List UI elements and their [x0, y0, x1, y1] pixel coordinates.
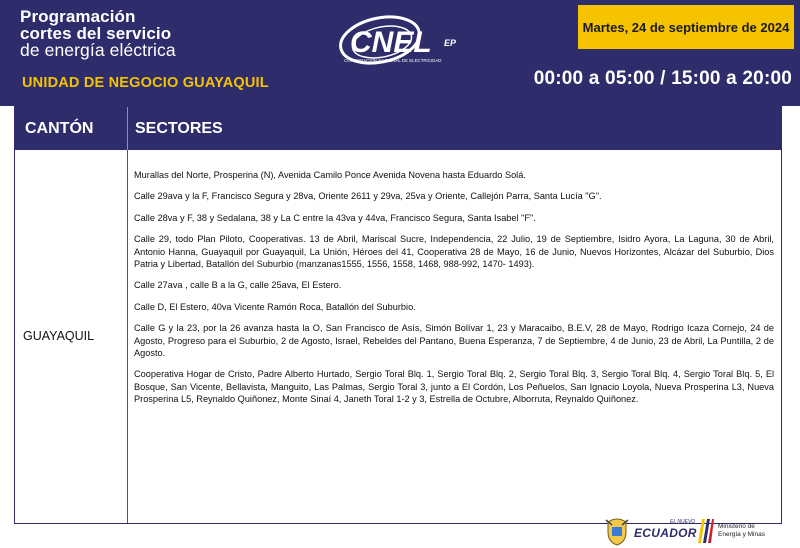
column-divider [127, 150, 128, 523]
sector-group: Calle D, El Estero, 40va Vicente Ramón Roca, Batallón del Suburbio. [134, 301, 416, 312]
title-line-2: cortes del servicio [20, 24, 172, 43]
sector-group: Calle 27ava , calle B a la G, calle 25ava, El Estero. [134, 280, 342, 291]
ministry-line-1: Ministerio de [718, 523, 755, 530]
logo-brand: CNEL [350, 26, 432, 59]
header-divider [127, 107, 128, 150]
date-text: Martes, 24 de septiembre de 2024 [582, 19, 790, 35]
schedule-hours: 00:00 a 05:00 / 15:00 a 20:00 [533, 68, 792, 89]
header-banner [0, 0, 800, 106]
page-title [20, 8, 176, 59]
flag-stripes-icon [698, 519, 714, 548]
cnel-logo-icon [322, 12, 472, 72]
title-line-1: Programación [20, 7, 136, 26]
header-canton: CANTÓN [25, 119, 94, 137]
sector-group: Cooperativa Hogar de Cristo, Padre Alberto Hurtado, Sergio Toral Blq. 1, Sergio Toral Blq. 2, Sergio Toral Blq. 3, Sergio Toral Blq. 4, Sergio Toral Blq. 5, El Bosque, San Vicente, Bellavista, Manguito, Las Palmas, Sergio Toral 3, junto a El Cordón, Los Peñuelos, San Ignacio Loyola, Nueva Prosperina L3, Nueva Prosperina L5, Reynaldo Quiñonez, Monte Sinaí 4, Janeth Toral 1-2 y 3, Estrella de Octubre, Alborruta, Reynaldo Quiñonez. [134, 369, 774, 405]
table-header [15, 107, 781, 150]
date-badge [578, 5, 794, 49]
canton-cell: GUAYAQUIL [23, 329, 95, 343]
logo-tagline: CORPORACIÓN NACIONAL DE ELECTRICIDAD [344, 58, 442, 63]
ministry-label [718, 523, 765, 538]
header-sectores: SECTORES [135, 119, 223, 137]
logo-suffix: EP [444, 38, 457, 48]
ministry-line-2: Energía y Minas [718, 530, 765, 538]
title-line-3: de energía eléctrica [20, 40, 176, 60]
business-unit-label: UNIDAD DE NEGOCIO GUAYAQUIL [22, 75, 269, 91]
sector-group: Calle 29ava y la F, Francisco Segura y 28va, Oriente 2611 y 29va, 25va y Oriente, Callejón Parra, Santa Lucía "G". [134, 191, 602, 202]
country-word: ECUADOR [634, 526, 697, 540]
sectores-cell [134, 169, 774, 415]
sector-group: Calle 29, todo Plan Piloto, Cooperativas. 13 de Abril, Mariscal Sucre, Independencia, 22 Julio, 19 de Septiembre, Isidro Ayora, La Laguna, 30 de Abril, Antonio Hanna, Guayaquil por Guayaquil, La Unión, Héroes del 41, Cooperativa 28 de Mayo, 16 de Junio, Nuevos Horizontes, Alcázar del Suburbio, Dios Patria y Libertad, Batallón del Suburbio (manzanas1555, 1556, 1558, 1468, 988-992, 1470- 1493). [134, 234, 774, 270]
footer-logos [600, 514, 790, 548]
ecuador-shield-icon [604, 516, 630, 548]
outage-table [14, 106, 782, 524]
sector-group: Calle G y la 23, por la 26 avanza hasta la O, San Francisco de Asís, Simón Bolívar 1, 23 y Maracaibo, B.E.V, 28 de Mayo, Rodrigo Icaza Cornejo, 24 de Agosto, Progreso para el Suburbio, 2 de Agosto, Israel, Rebeldes del Pantano, Buena Esperanza, 7 de Septiembre, 4 de Junio, 23 de Abril, La Puntilla, 2 de Agosto. [134, 323, 774, 359]
sector-group: Murallas del Norte, Prosperina (N), Avenida Camilo Ponce Avenida Novena hasta Eduardo Solá. [134, 170, 526, 180]
sector-group: Calle 28va y F, 38 y Sedalana, 38 y La C entre la 43va y 44va, Francisco Segura, Santa Isabel "F". [134, 212, 536, 223]
slogan-text: EL NUEVO [670, 519, 696, 525]
